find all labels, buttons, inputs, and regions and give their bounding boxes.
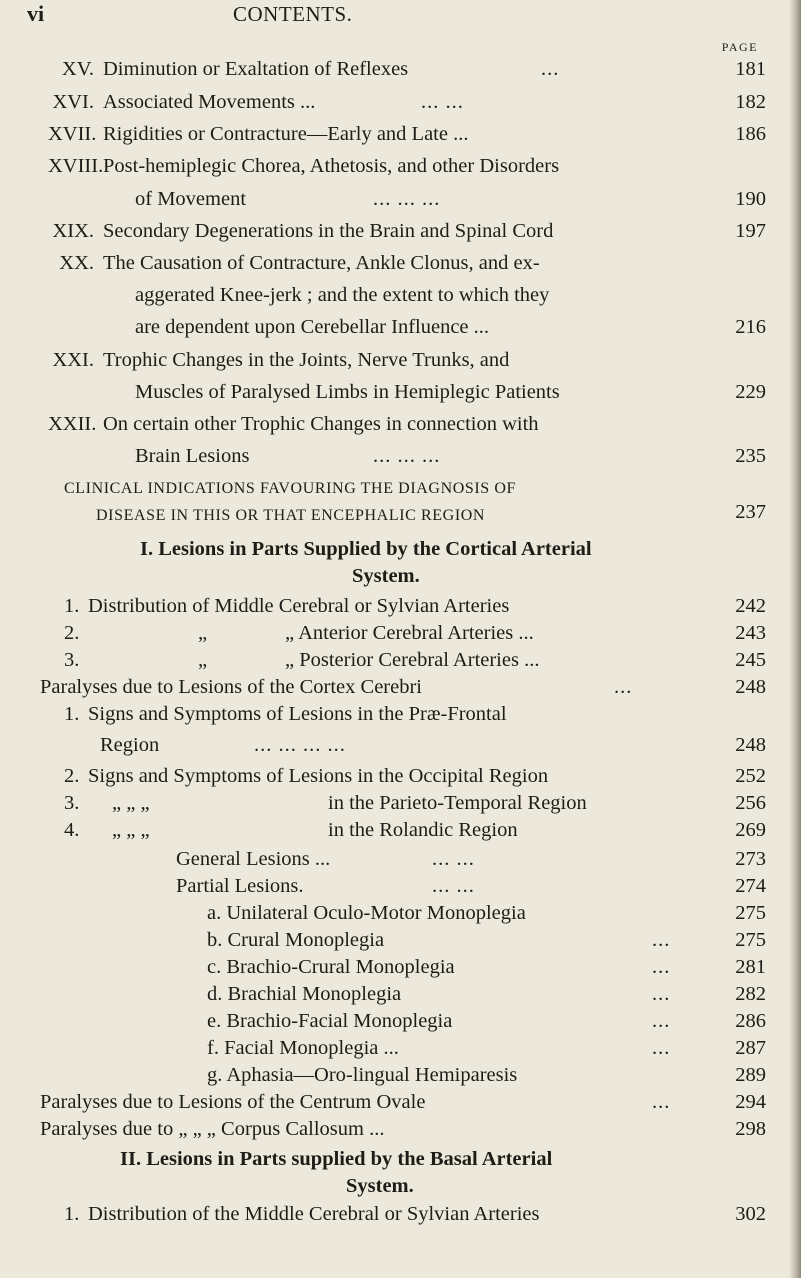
ditto-mark: „: [198, 649, 208, 671]
entry-page: 298: [735, 1118, 766, 1140]
entry-title: Trophic Changes in the Joints, Nerve Trunks, and: [103, 349, 510, 371]
entry-title-continued: Region: [100, 734, 160, 756]
entry-page: 289: [735, 1064, 766, 1086]
entry-number: 3.: [64, 649, 80, 671]
leader-dots: ... ... ... ...: [254, 734, 346, 756]
entry-number: 2.: [64, 622, 80, 644]
ditto-mark: „ „ „: [112, 792, 150, 814]
page-number: vi: [27, 1, 45, 26]
entry-page: 245: [735, 649, 766, 671]
entry-title: Signs and Symptoms of Lesions in the Occipital Region: [88, 765, 549, 787]
entry-page: 287: [735, 1037, 766, 1059]
subsection-heading: I. Lesions in Parts Supplied by the Cortical Arterial: [140, 538, 592, 560]
page-column-label: PAGE: [721, 40, 758, 54]
entry-page: 302: [735, 1203, 766, 1225]
entry-title: Paralyses due to Lesions of the Cortex Cerebri: [40, 676, 423, 698]
entry-number: XX.: [59, 252, 94, 274]
section-heading: CLINICAL INDICATIONS FAVOURING THE DIAGNOSIS OF: [64, 480, 517, 497]
leader-dots: ...: [541, 58, 560, 80]
entry-number: 4.: [64, 819, 80, 841]
leader-dots: ... ...: [432, 848, 475, 870]
entry-page: 269: [735, 819, 766, 841]
entry-number: XXI.: [52, 349, 94, 371]
entry-title: Paralyses due to „ „ „ Corpus Callosum ...: [40, 1118, 385, 1140]
entry-number: 1.: [64, 703, 80, 725]
entry-title: in the Parieto-Temporal Region: [328, 792, 587, 814]
entry-number: XVIII.: [48, 155, 104, 177]
ditto-mark: „: [198, 622, 208, 644]
entry-page: 186: [735, 123, 766, 145]
entry-page: 275: [735, 902, 766, 924]
entry-number: XVI.: [52, 91, 94, 113]
entry-page: 248: [735, 734, 766, 756]
entry-number: 1.: [64, 595, 80, 617]
entry-title: c. Brachio-Crural Monoplegia: [207, 956, 455, 978]
leader-dots: ...: [614, 676, 633, 698]
ditto-mark: „ „ „: [112, 819, 150, 841]
entry-page: 273: [735, 848, 766, 870]
entry-title: Partial Lesions.: [176, 875, 304, 897]
entry-page: 229: [735, 381, 766, 403]
entry-title-continued: aggerated Knee-jerk ; and the extent to which they: [135, 284, 550, 306]
entry-page: 252: [735, 765, 766, 787]
entry-page: 243: [735, 622, 766, 644]
entry-title: Distribution of Middle Cerebral or Sylvian Arteries: [88, 595, 510, 617]
entry-page: 281: [735, 956, 766, 978]
entry-title: „ Posterior Cerebral Arteries ...: [285, 649, 540, 671]
entry-page: 237: [735, 501, 766, 523]
entry-page: 286: [735, 1010, 766, 1032]
subsection-heading-continued: System.: [346, 1175, 414, 1197]
entry-page: 294: [735, 1091, 766, 1113]
leader-dots: ... ... ...: [373, 188, 441, 210]
entry-number: XIX.: [52, 220, 94, 242]
leader-dots: ... ...: [421, 91, 464, 113]
entry-page: 182: [735, 91, 766, 113]
entry-title-continued: of Movement: [135, 188, 247, 210]
entry-page: 282: [735, 983, 766, 1005]
entry-page: 274: [735, 875, 766, 897]
entry-page: 256: [735, 792, 766, 814]
entry-title-continued: are dependent upon Cerebellar Influence ...: [135, 316, 490, 338]
entry-title: a. Unilateral Oculo-Motor Monoplegia: [207, 902, 526, 924]
entry-page: 275: [735, 929, 766, 951]
leader-dots: ...: [652, 956, 671, 978]
entry-title: Rigidities or Contracture—Early and Late ...: [103, 123, 469, 145]
entry-page: 248: [735, 676, 766, 698]
entry-title: e. Brachio-Facial Monoplegia: [207, 1010, 453, 1032]
entry-page: 197: [735, 220, 766, 242]
entry-number: XV.: [61, 58, 94, 80]
subsection-heading-continued: System.: [352, 565, 420, 587]
page-title: CONTENTS.: [233, 2, 353, 26]
entry-title: Associated Movements ...: [103, 91, 316, 113]
entry-title: g. Aphasia—Oro-lingual Hemiparesis: [207, 1064, 518, 1086]
entry-title: Paralyses due to Lesions of the Centrum Ovale: [40, 1091, 426, 1113]
entry-page: 216: [735, 316, 766, 338]
entry-title: Distribution of the Middle Cerebral or Sylvian Arteries: [88, 1203, 540, 1225]
leader-dots: ... ...: [432, 875, 475, 897]
entry-title: Post-hemiplegic Chorea, Athetosis, and other Disorders: [103, 155, 560, 177]
entry-number: 3.: [64, 792, 80, 814]
entry-title: f. Facial Monoplegia ...: [207, 1037, 399, 1059]
entry-title: On certain other Trophic Changes in connection with: [103, 413, 539, 435]
entry-title: b. Crural Monoplegia: [207, 929, 385, 951]
entry-page: 235: [735, 445, 766, 467]
entry-title: Diminution or Exaltation of Reflexes: [103, 58, 409, 80]
entry-number: XXII.: [48, 413, 97, 435]
leader-dots: ...: [652, 1010, 671, 1032]
entry-title: The Causation of Contracture, Ankle Clonus, and ex-: [103, 252, 540, 274]
entry-page: 190: [735, 188, 766, 210]
entry-page: 181: [735, 58, 766, 80]
leader-dots: ...: [652, 1037, 671, 1059]
entry-title-continued: Brain Lesions: [135, 445, 250, 467]
entry-number: XVII.: [48, 123, 97, 145]
page-edge-shadow: [789, 0, 801, 1278]
entry-title: Signs and Symptoms of Lesions in the Præ-Frontal: [88, 703, 507, 725]
leader-dots: ... ... ...: [373, 445, 441, 467]
entry-title: Secondary Degenerations in the Brain and Spinal Cord: [103, 220, 554, 242]
entry-number: 1.: [64, 1203, 80, 1225]
leader-dots: ...: [652, 1091, 671, 1113]
leader-dots: ...: [652, 929, 671, 951]
entry-title: in the Rolandic Region: [328, 819, 518, 841]
entry-title: d. Brachial Monoplegia: [207, 983, 402, 1005]
entry-title-continued: Muscles of Paralysed Limbs in Hemiplegic Patients: [135, 381, 560, 403]
entry-number: 2.: [64, 765, 80, 787]
section-heading-continued: DISEASE IN THIS OR THAT ENCEPHALIC REGION: [96, 507, 486, 524]
subsection-heading: II. Lesions in Parts supplied by the Basal Arterial: [120, 1148, 553, 1170]
leader-dots: ...: [652, 983, 671, 1005]
entry-title: „ Anterior Cerebral Arteries ...: [285, 622, 534, 644]
entry-title: General Lesions ...: [176, 848, 331, 870]
entry-page: 242: [735, 595, 766, 617]
